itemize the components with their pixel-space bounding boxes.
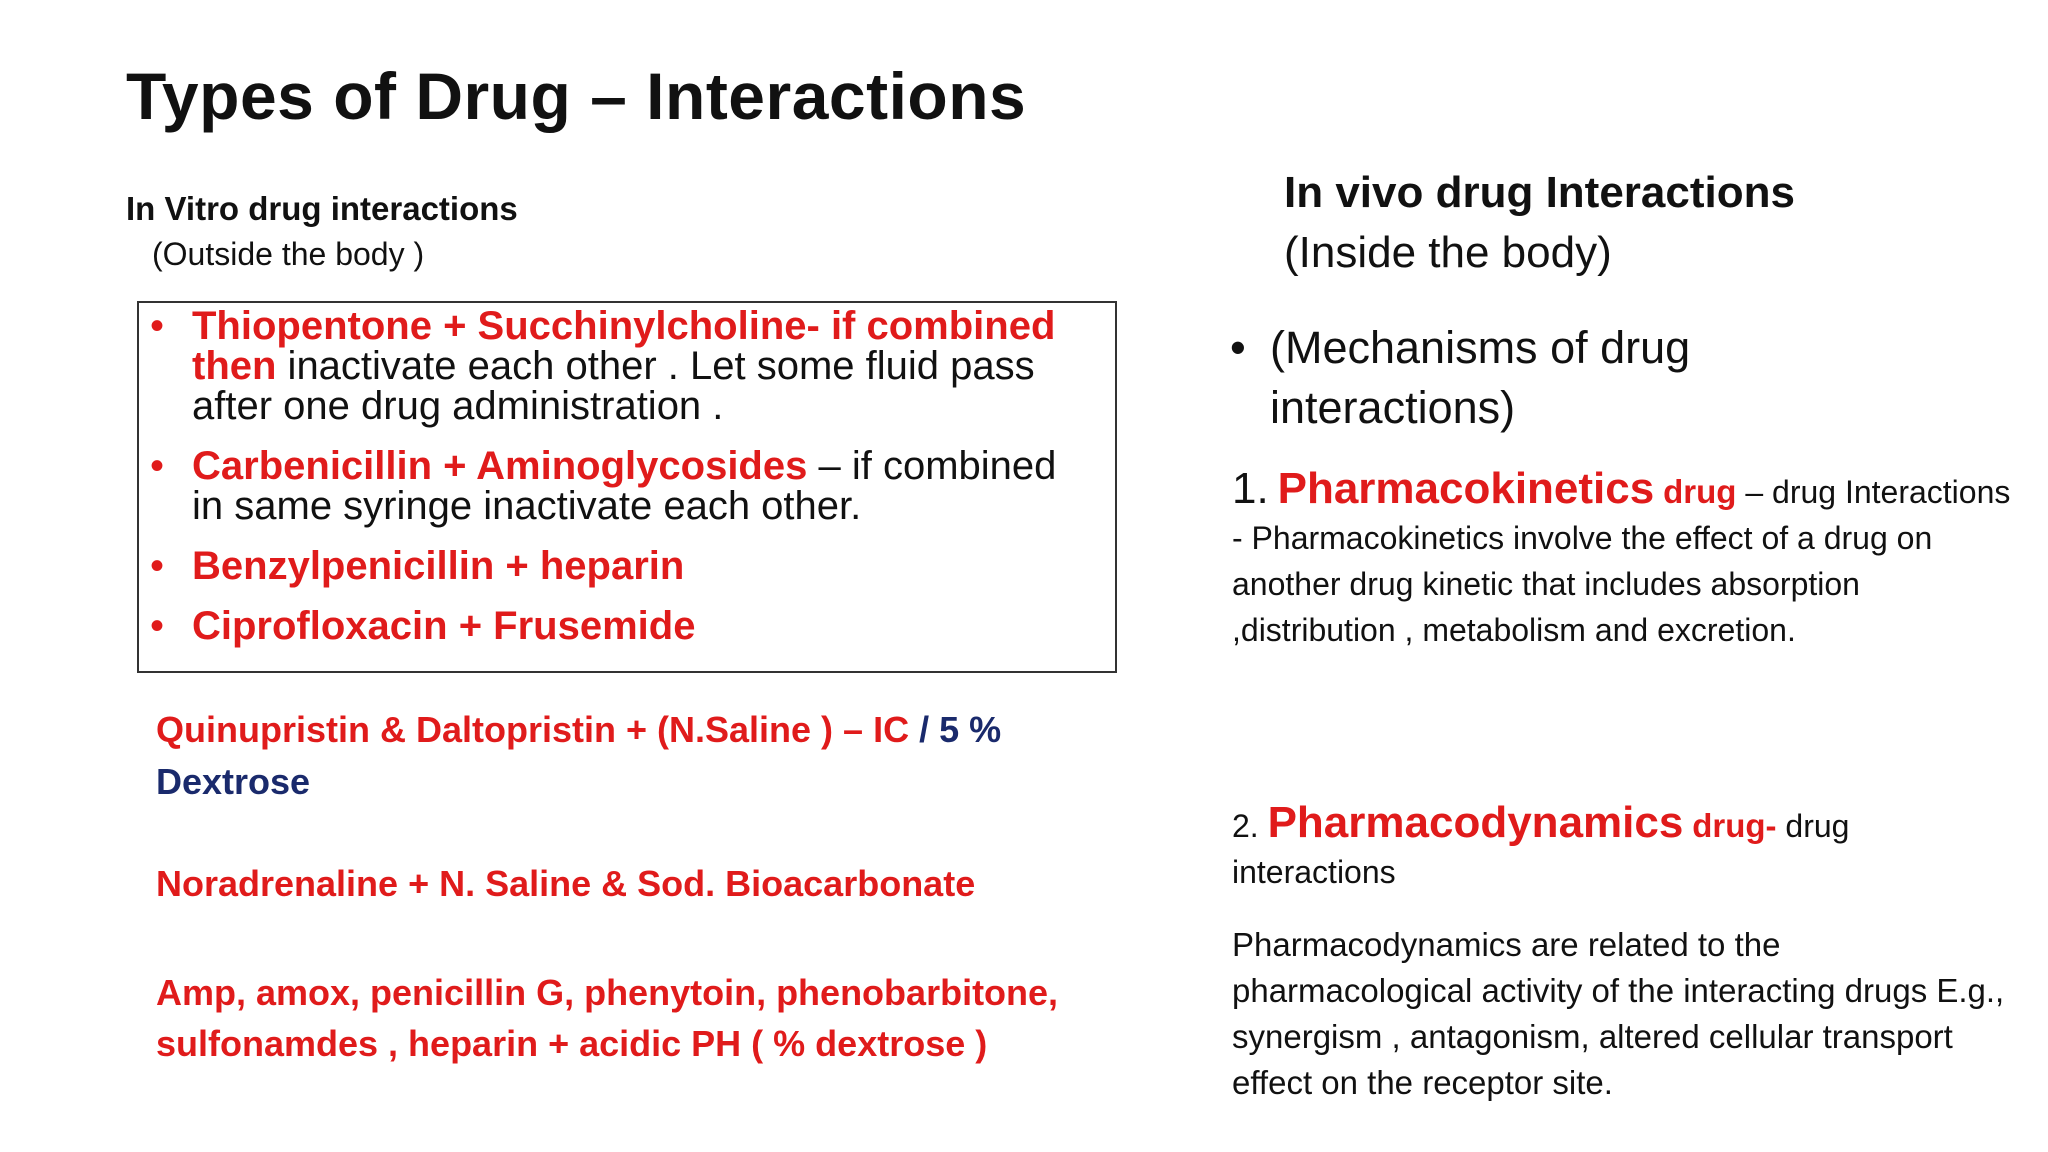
bullet-icon: •	[150, 444, 165, 488]
in-vivo-subheading: (Inside the body)	[1284, 228, 1612, 277]
list-item	[150, 306, 1072, 426]
extra-interaction-2: Noradrenaline + N. Saline & Sod. Bioacarbonate	[156, 863, 976, 904]
pd-number: 2.	[1232, 808, 1259, 844]
mechanisms-bullet: • (Mechanisms of drug interactions)	[1230, 318, 1790, 438]
pd-rest: drug interactions	[1232, 808, 1850, 890]
drug-pair: Benzylpenicillin + heparin	[192, 544, 685, 588]
slide-title: Types of Drug – Interactions	[126, 59, 1027, 133]
pharmacokinetics-section	[1232, 466, 2012, 653]
drug-pair: Ciprofloxacin + Frusemide	[192, 604, 696, 648]
pharmacodynamics-section	[1232, 800, 2012, 895]
bullet-icon: •	[1230, 322, 1246, 373]
pd-title: Pharmacodynamics	[1267, 798, 1684, 847]
in-vitro-subheading: (Outside the body )	[152, 236, 425, 272]
extra-interaction-3: Amp, amox, penicillin G, phenytoin, phenobarbitone, sulfonamdes , heparin + acidic PH ( % dextrose )	[156, 972, 1059, 1064]
list-item	[150, 546, 1072, 586]
bullet-icon: •	[150, 604, 165, 648]
in-vivo-heading: In vivo drug Interactions	[1284, 168, 1795, 217]
bullet-icon: •	[150, 304, 165, 348]
drug-pair: Carbenicillin + Aminoglycosides	[192, 444, 808, 488]
pk-description: – drug Interactions - Pharmacokinetics involve the effect of a drug on another drug kinetic that includes absorption ,distribution , metabolism and excretion.	[1232, 474, 2011, 648]
pharmacodynamics-description: Pharmacodynamics are related to the pharmacological activity of the interacting drugs E.g., synergism , antagonism, altered cellular transport effect on the receptor site.	[1232, 926, 2005, 1101]
pd-drug: drug-	[1692, 807, 1777, 844]
in-vitro-heading: In Vitro drug interactions	[126, 190, 518, 227]
item-description: inactivate each other . Let some fluid pass after one drug administration .	[192, 344, 1035, 428]
item-description: – if combined in same syringe inactivate each other.	[192, 444, 1057, 528]
list-item	[150, 606, 1072, 646]
drug-pair: Thiopentone + Succhinylcholine- if combined then	[192, 304, 1056, 388]
extra-interaction-1: Quinupristin & Daltopristin + (N.Saline ) – IC / 5 % Dextrose	[156, 709, 1002, 802]
list-item	[150, 446, 1072, 526]
pk-drug: drug	[1663, 473, 1737, 510]
bullet-icon: •	[150, 544, 165, 588]
pk-title: Pharmacokinetics	[1277, 464, 1655, 513]
pk-number: 1.	[1232, 464, 1269, 513]
